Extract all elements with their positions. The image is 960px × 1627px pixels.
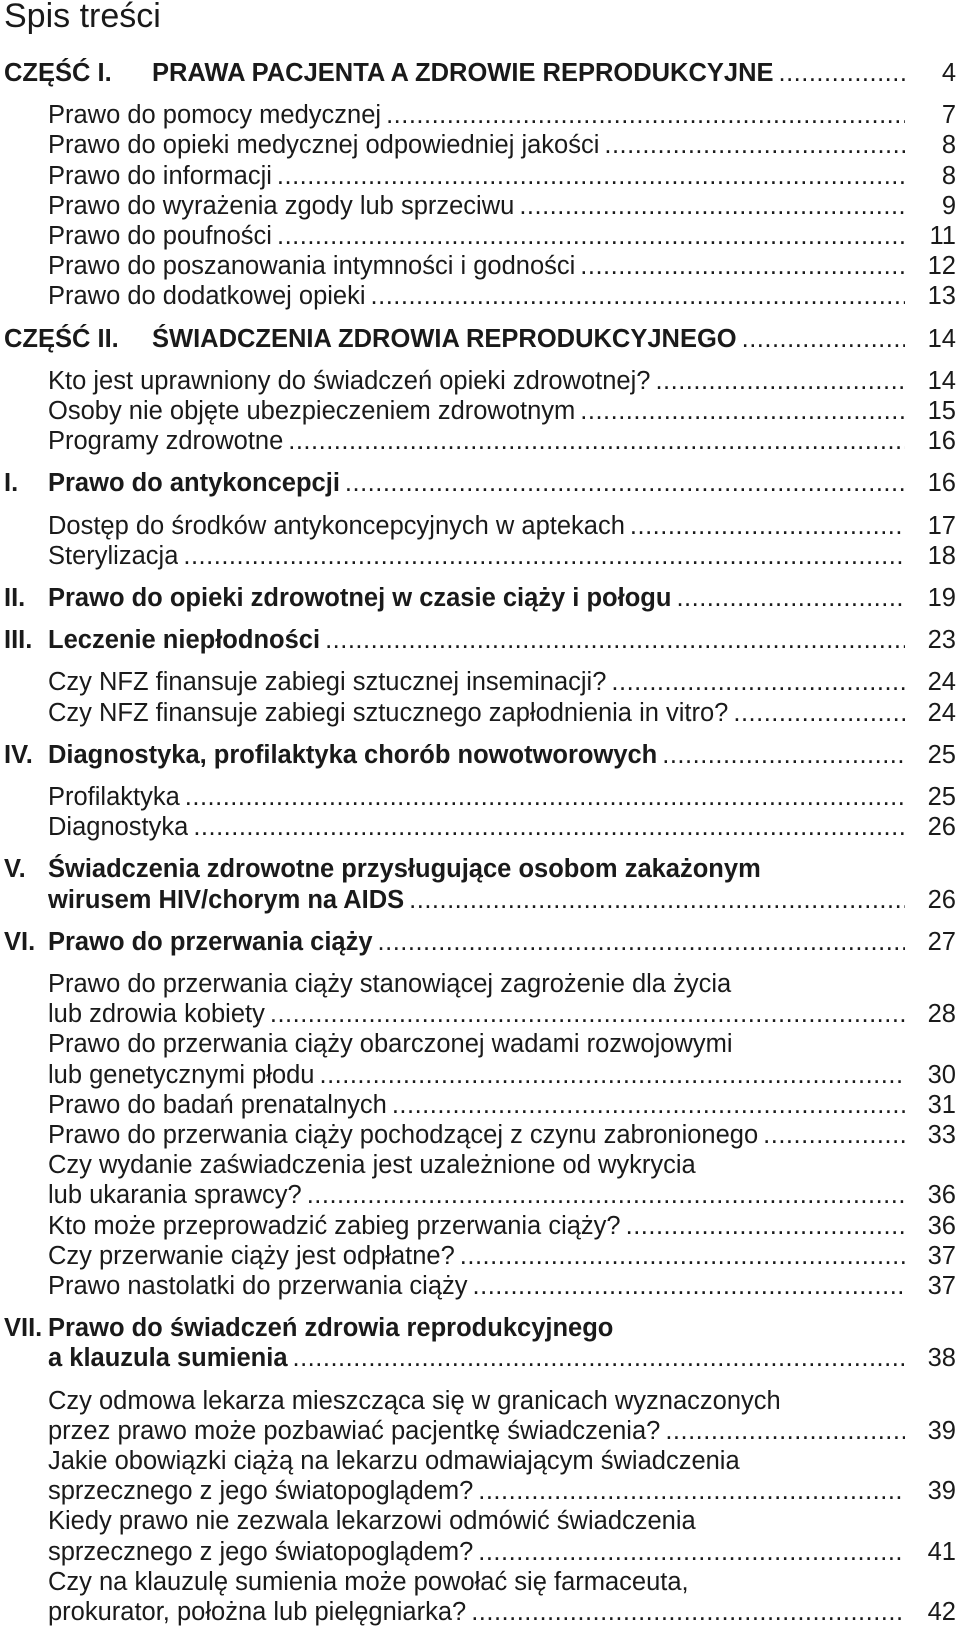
toc-entry [0,130,960,160]
toc-entry [0,1090,960,1120]
toc-entry [0,667,960,697]
toc-entry-title-lead: Czy na klauzulę sumienia może powołać się farmaceuta, [48,1567,689,1596]
toc-entry-title-lead: Prawo do przerwania ciąży obarczonej wadami rozwojowymi [48,1030,733,1059]
toc-entry-title-row [48,1271,905,1301]
toc-entry-title: a klauzula sumienia [48,1344,288,1373]
toc-entry [0,812,960,842]
toc-entry-title: lub ukarania sprawcy? [48,1181,302,1210]
toc-entry-marker: VII. [4,1314,43,1343]
toc-entry-title-row [48,698,905,728]
toc-entry-title-row [48,396,905,426]
toc-page-number: 36 [927,1211,956,1240]
toc-entry-title-row [48,191,905,221]
toc-entry [0,1416,960,1446]
toc-entry-title: ŚWIADCZENIA ZDROWIA REPRODUKCYJNEGO [152,324,737,353]
toc-entry-title: Osoby nie objęte ubezpieczeniem zdrowotnym [48,397,576,425]
page-title: Spis treści [4,0,161,35]
toc-entry [0,999,960,1029]
dot-leader [293,1343,905,1373]
toc-entry-title-row [48,667,905,697]
toc-entry-lead-line [0,854,960,884]
toc-entry [0,740,960,770]
dot-leader [630,511,905,541]
toc-entry-lead-line [0,1029,960,1059]
toc-entry [0,1120,960,1150]
toc-entry-title-row [48,541,905,571]
toc-page-number: 12 [927,252,956,281]
toc-entry-lead-line [0,969,960,999]
toc-page-number: 9 [941,191,956,220]
dot-leader [779,58,906,88]
toc-entry [0,698,960,728]
toc-entry-title-row [48,1343,905,1373]
toc-entry-title-row [48,885,905,915]
dot-leader [345,468,905,498]
toc-entry [0,221,960,251]
toc-entry-title-lead: Jakie obowiązki ciążą na lekarzu odmawiającym świadczenia [48,1447,740,1475]
toc-entry-title-row [48,1416,905,1446]
toc-entry [0,1343,960,1373]
toc-page-number: 24 [927,668,956,697]
toc-page-number: 16 [927,469,956,498]
dot-leader [478,1476,905,1506]
dot-leader [655,366,905,396]
toc-entry-title-row [48,1120,905,1150]
toc-entry-marker: III. [4,626,33,655]
toc-entry-marker: IV. [4,740,33,769]
toc-entry [0,58,960,88]
toc-page-number: 8 [941,161,956,190]
toc-entry [0,541,960,571]
toc-entry [0,782,960,812]
dot-leader [478,1537,905,1567]
toc-page-number: 23 [927,626,956,655]
toc-page-number: 30 [927,1060,956,1089]
dot-leader [604,130,905,160]
toc-entry [0,885,960,915]
toc-entry-title: Prawo do pomocy medycznej [48,101,382,130]
toc-entry [0,468,960,498]
toc-page-number: 4 [941,59,956,87]
toc-entry-marker: V. [4,855,26,884]
toc-entry-title-row [48,100,905,130]
toc-entry [0,1476,960,1506]
dot-leader [277,221,905,251]
toc-entry-title-row [48,812,905,842]
toc-entry-title-row [48,426,905,456]
toc-entry-title: Diagnostyka, profilaktyka chorób nowotworowych [48,740,658,769]
toc-entry-title-row [48,740,905,770]
toc-page-number: 37 [927,1241,956,1270]
toc-entry-title-row [48,468,905,498]
toc-entry-title-lead: Czy odmowa lekarza mieszcząca się w granicach wyznaczonych [48,1386,781,1415]
toc-page-number: 14 [927,366,956,395]
toc-entry-title-row [48,281,905,311]
toc-entry [0,426,960,456]
toc-entry [0,1271,960,1301]
toc-entry-title-row [48,625,905,655]
toc-page-number: 26 [927,813,956,842]
toc-page-number: 13 [927,282,956,311]
toc-entry-title-row [48,251,905,281]
toc-entry [0,161,960,191]
dot-leader [386,100,905,130]
toc-entry-marker: I. [4,469,19,498]
toc-entry-title-row [48,221,905,251]
toc-entry-marker: CZĘŚĆ I. [4,59,112,87]
toc-entry-title-row [48,1090,905,1120]
dot-leader [580,396,905,426]
toc-entry-title-row [48,927,905,957]
toc-entry-title-row [48,1180,905,1210]
toc-entry-title: Diagnostyka [48,813,189,842]
dot-leader [611,667,905,697]
toc-entry-title: sprzecznego z jego światopoglądem? [48,1537,474,1566]
toc-page-number: 42 [927,1598,956,1626]
toc-entry-title-row [48,1597,905,1627]
toc-entry-title: Leczenie niepłodności [48,626,321,655]
dot-leader [471,1597,905,1627]
toc-entry-title: Prawo do badań prenatalnych [48,1090,387,1119]
toc-page-number: 33 [927,1121,956,1149]
toc-entry [0,324,960,354]
dot-leader [626,1211,905,1241]
toc-entry [0,511,960,541]
dot-leader [277,161,905,191]
toc-entry [0,1180,960,1210]
toc-page-number: 11 [929,222,956,250]
toc-entry [0,100,960,130]
toc-entry [0,1211,960,1241]
toc-entry-title-lead: Prawo do świadczeń zdrowia reprodukcyjnego [48,1314,614,1343]
dot-leader [763,1120,905,1150]
toc-entry [0,396,960,426]
toc-entry-title: lub genetycznymi płodu [48,1060,315,1089]
dot-leader [676,583,905,613]
toc-entry [0,1597,960,1627]
toc-entry-title-row [48,1211,905,1241]
dot-leader [742,324,905,354]
dot-leader [371,281,905,311]
toc-page-number: 27 [927,927,956,956]
toc-entry-lead-line [0,1506,960,1536]
toc-entry-title: Kto może przeprowadzić zabieg przerwania ciąży? [48,1211,621,1240]
toc-page-number: 26 [927,885,956,914]
toc-entry [0,1060,960,1090]
toc-entry-title: lub zdrowia kobiety [48,1000,265,1029]
toc-entry-lead-line [0,1313,960,1343]
toc-entry [0,625,960,655]
toc-entry-title: Prawo do opieki zdrowotnej w czasie ciąży i połogu [48,584,672,612]
toc-entry-title-row [48,1537,905,1567]
toc-entry-title-lead: Czy wydanie zaświadczenia jest uzależnione od wykrycia [48,1151,696,1180]
toc-page-number: 38 [927,1344,956,1373]
toc-page-number: 31 [927,1090,956,1119]
dot-leader [473,1271,905,1301]
toc-entry-title-lead: Świadczenia zdrowotne przysługujące osobom zakażonym [48,855,761,884]
toc-entry [0,1241,960,1271]
dot-leader [392,1090,905,1120]
toc-entry-title: Prawo nastolatki do przerwania ciąży [48,1272,468,1300]
toc-entry-title-row [152,58,905,88]
dot-leader [662,740,905,770]
toc-entry-title: Prawo do antykoncepcji [48,469,340,498]
toc-page-number: 14 [927,324,956,353]
toc-page-number: 36 [927,1181,956,1210]
toc-entry-title-row [152,324,905,354]
toc-entry-title-row [48,1476,905,1506]
toc-entry-title-lead: Prawo do przerwania ciąży stanowiącej zagrożenie dla życia [48,970,732,998]
toc-entry-title-row [48,366,905,396]
toc-entry [0,583,960,613]
toc-entry-lead-line [0,1446,960,1476]
dot-leader [270,999,905,1029]
toc-entry-title: Prawo do dodatkowej opieki [48,282,366,311]
toc-entry-title: Profilaktyka [48,783,180,811]
toc-entry-title: Prawo do poufności [48,222,272,250]
toc-entry-title: Czy przerwanie ciąży jest odpłatne? [48,1241,455,1270]
toc-entry-title-row [48,511,905,541]
toc-page-number: 25 [927,740,956,769]
dot-leader [193,812,905,842]
toc-entry-title-row [48,1241,905,1271]
dot-leader [665,1416,905,1446]
toc-entry-title: PRAWA PACJENTA A ZDROWIE REPRODUKCYJNE [152,59,774,87]
dot-leader [460,1241,905,1271]
toc-page-number: 8 [941,131,956,160]
toc-entry-title: prokurator, położna lub pielęgniarka? [48,1598,467,1626]
toc-page-number: 19 [927,584,956,612]
toc-page-number: 25 [927,783,956,811]
toc-entry-title: Prawo do przerwania ciąży [48,927,373,956]
dot-leader [307,1180,905,1210]
toc-entry-title: sprzecznego z jego światopoglądem? [48,1477,474,1506]
toc-entry-title: Prawo do przerwania ciąży pochodzącej z czynu zabronionego [48,1121,759,1149]
toc-entry-title-row [48,999,905,1029]
toc-entry-title: Kto jest uprawniony do świadczeń opieki zdrowotnej? [48,366,651,395]
toc-entry-title: wirusem HIV/chorym na AIDS [48,885,405,914]
toc-entry-title-row [48,1060,905,1090]
toc-page-number: 39 [927,1416,956,1445]
toc-page-number: 37 [927,1272,956,1300]
toc-entry-title: Sterylizacja [48,541,179,570]
dot-leader [409,885,905,915]
toc-entry-lead-line [0,1150,960,1180]
toc-entry-title: Czy NFZ finansuje zabiegi sztucznego zapłodnienia in vitro? [48,698,729,727]
dot-leader [325,625,905,655]
toc-entry [0,281,960,311]
toc-entry [0,366,960,396]
toc-entry-title-row [48,130,905,160]
dot-leader [733,698,905,728]
toc-entry-lead-line [0,1567,960,1597]
toc-entry-title-lead: Kiedy prawo nie zezwala lekarzowi odmówić świadczenia [48,1507,696,1536]
toc-page-number: 41 [927,1537,956,1566]
dot-leader [378,927,905,957]
toc-entry-title: Dostęp do środków antykoncepcyjnych w aptekach [48,511,625,540]
toc-page-number: 28 [927,1000,956,1029]
dot-leader [183,541,905,571]
toc-page-number: 7 [941,101,956,130]
toc-entry-marker: CZĘŚĆ II. [4,324,119,353]
toc-entry [0,927,960,957]
toc-page-number: 16 [927,427,956,456]
toc-entry-marker: II. [4,584,26,612]
toc-entry-lead-line [0,1386,960,1416]
toc-entry [0,251,960,281]
toc-entry-marker: VI. [4,927,36,956]
toc-entry-title: Prawo do informacji [48,161,272,190]
toc-page-number: 17 [927,511,956,540]
toc-page-number: 39 [927,1477,956,1506]
dot-leader [185,782,905,812]
toc-page-number: 24 [927,698,956,727]
toc-entry-title: Czy NFZ finansuje zabiegi sztucznej inseminacji? [48,668,607,697]
toc-entry-title-row [48,583,905,613]
toc-entry-title-row [48,161,905,191]
toc-entry-title: Prawo do wyrażenia zgody lub sprzeciwu [48,191,515,220]
toc-page-number: 18 [927,541,956,570]
toc-entry-title: Prawo do opieki medycznej odpowiedniej jakości [48,131,600,160]
toc-entry-title: przez prawo może pozbawiać pacjentkę świadczenia? [48,1416,661,1445]
toc-entry [0,191,960,221]
toc-entry-title: Programy zdrowotne [48,427,284,456]
dot-leader [519,191,905,221]
toc-entry-title-row [48,782,905,812]
toc-page-number: 15 [927,397,956,425]
dot-leader [580,251,905,281]
toc-entry [0,1537,960,1567]
dot-leader [288,426,905,456]
dot-leader [320,1060,906,1090]
toc-entry-title: Prawo do poszanowania intymności i godności [48,252,576,281]
